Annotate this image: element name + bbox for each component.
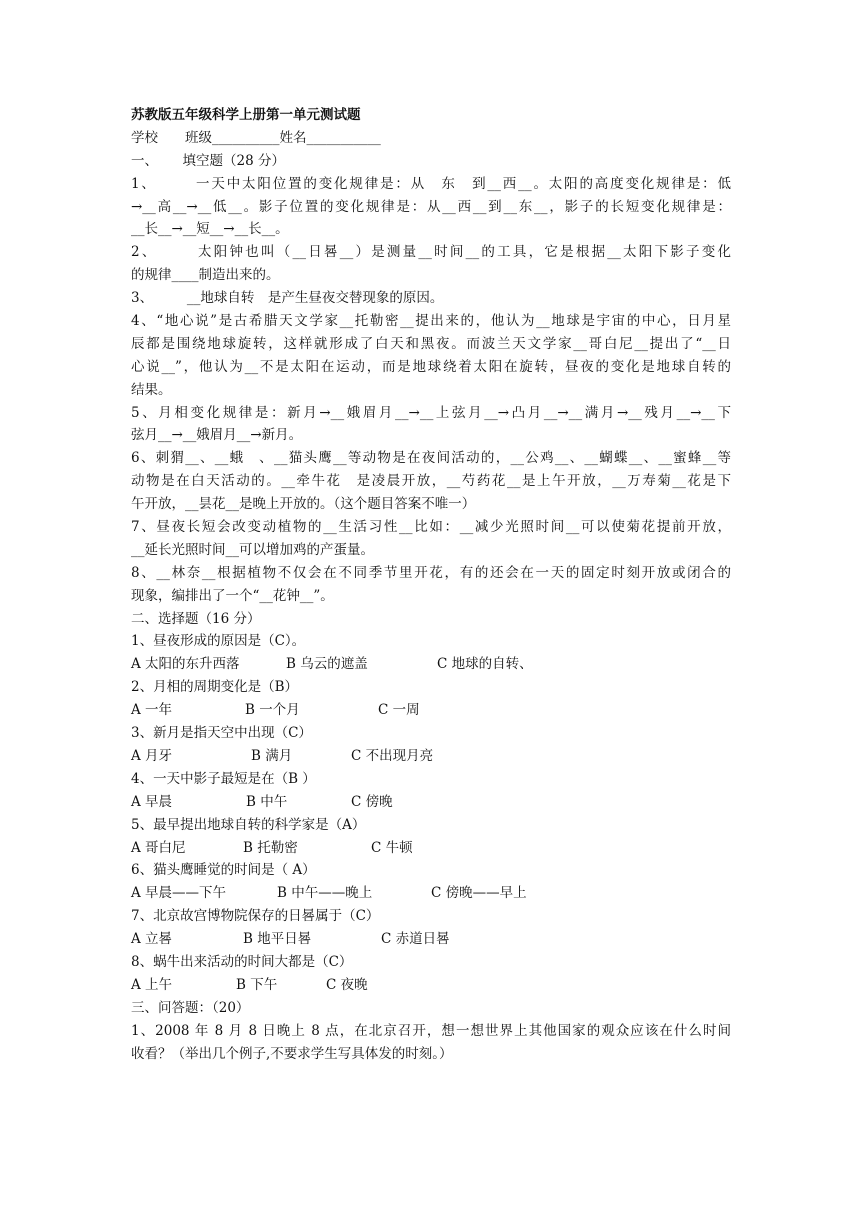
choice-option-c: C 地球的自转、 bbox=[437, 656, 533, 673]
fill-q4-line4: 结果。 bbox=[131, 381, 172, 398]
fill-q4-line2: 辰都是围绕地球旋转，这样就形成了白天和黑夜。而波兰天文学家__哥白尼__提出了“__日 bbox=[131, 335, 731, 352]
choice-question: 6、猫头鹰睡觉的时间是（ A） bbox=[131, 862, 316, 879]
choice-options-row bbox=[131, 653, 731, 676]
fill-q6-line3: 午开放，__昙花__是晚上开放的。（这个题目答案不唯一） bbox=[131, 496, 476, 513]
document-body bbox=[131, 104, 731, 1065]
fill-q4-line3: 心说__”，他认为__不是太阳在运动，而是地球绕着太阳在旋转，昼夜的变化是地球自转的 bbox=[131, 358, 731, 375]
choice-options-row bbox=[131, 882, 731, 905]
choice-option-b: B 托勒密 bbox=[243, 839, 298, 856]
choice-option-b: B 地平日晷 bbox=[243, 931, 312, 948]
choice-option-c: C 夜晚 bbox=[326, 976, 368, 993]
essay-q1-line1: 1、2008 年 8 月 8 日晚上 8 点，在北京召开，想一想世界上其他国家的观众应该在什么时间 bbox=[131, 1022, 731, 1039]
choice-option-b: B 满月 bbox=[251, 747, 293, 764]
choice-option-a: A 月牙 bbox=[131, 747, 173, 764]
fill-q7-line2: __延长光照时间__可以增加鸡的产蛋量。 bbox=[131, 541, 374, 558]
fill-q1-line2: →__高__→__低__。影子位置的变化规律是：从__西__到__东__，影子的长短变化规律是： bbox=[131, 198, 731, 215]
fill-q3-line1: 3、 __地球自转 是产生昼夜交替现象的原因。 bbox=[131, 290, 444, 307]
fill-q6-line1: 6、刺猬__、__蛾 、__猫头鹰__等动物是在夜间活动的，__公鸡__、__蝴蝶__、__蜜蜂__等 bbox=[131, 450, 731, 467]
choice-option-a: A 太阳的东升西落 bbox=[131, 656, 240, 673]
fill-q5-line1: 5、月相变化规律是：新月→__娥眉月__→__上弦月__→凸月__→__满月→__残月__→__下 bbox=[131, 404, 731, 421]
section3-heading: 三、问答题：（20） bbox=[131, 999, 250, 1016]
choice-question: 8、蜗牛出来活动的时间大都是（C） bbox=[131, 953, 353, 970]
fill-q8-line2: 现象，编排出了一个“__花钟__”。 bbox=[131, 587, 334, 604]
fill-q1-line1: 1、 一天中太阳位置的变化规律是：从 东 到__西__。太阳的高度变化规律是：低 bbox=[131, 175, 731, 192]
fill-q6-line2: 动物是在白天活动的。__牵牛花 是凌晨开放，__芍药花__是上午开放，__万寿菊__花是下 bbox=[131, 473, 731, 490]
choice-option-b: B 中午 bbox=[246, 793, 288, 810]
choice-option-c: C 牛顿 bbox=[371, 839, 413, 856]
choice-options-row bbox=[131, 699, 731, 722]
choice-question: 4、一天中影子最短是在（B ） bbox=[131, 770, 316, 787]
fill-q2-line2: 的规律____制造出来的。 bbox=[131, 267, 280, 284]
choice-question: 2、月相的周期变化是（B） bbox=[131, 679, 299, 696]
fill-q2-line1: 2、 太阳钟也叫（__日晷__）是测量__时间__的工具，它是根据__太阳下影子变化 bbox=[131, 244, 731, 261]
choice-option-b: B 下午 bbox=[236, 976, 278, 993]
fill-q4-line1: 4、“地心说”是古希腊天文学家__托勒密__提出来的，他认为__地球是宇宙的中心，日月星 bbox=[131, 313, 731, 330]
choice-option-b: B 中午——晚上 bbox=[277, 885, 373, 902]
choice-option-a: A 哥白尼 bbox=[131, 839, 186, 856]
section2-heading: 二、选择题（16 分） bbox=[131, 610, 261, 627]
choice-options-row bbox=[131, 745, 731, 768]
choice-option-a: A 早晨——下午 bbox=[131, 885, 227, 902]
choice-question: 7、北京故宫博物院保存的日晷属于（C） bbox=[131, 908, 380, 925]
fill-q8-line1: 8、__林奈__根据植物不仅会在不同季节里开花，有的还会在一天的固定时刻开放或闭合的 bbox=[131, 564, 731, 581]
choice-options-row bbox=[131, 974, 731, 997]
fill-q7-line1: 7、昼夜长短会改变动植物的__生活习性__比如：__减少光照时间__可以使菊花提前开放， bbox=[131, 519, 731, 536]
section1-heading: 一、 填空题（28 分） bbox=[131, 152, 286, 169]
choice-question: 1、昼夜形成的原因是（C）。 bbox=[131, 633, 306, 650]
choice-option-c: C 赤道日晷 bbox=[381, 931, 450, 948]
choice-option-a: A 一年 bbox=[131, 702, 173, 719]
choice-question: 5、最早提出地球自转的科学家是（A） bbox=[131, 816, 366, 833]
essay-q1-line2: 收看？（举出几个例子,不要求学生写具体发的时刻。） bbox=[131, 1045, 453, 1062]
choice-option-a: A 上午 bbox=[131, 976, 173, 993]
choice-option-a: A 立晷 bbox=[131, 931, 173, 948]
document-title: 苏教版五年级科学上册第一单元测试题 bbox=[131, 107, 361, 123]
choice-option-c: C 傍晚 bbox=[351, 793, 393, 810]
choice-option-c: C 一周 bbox=[378, 702, 420, 719]
choice-option-b: B 乌云的遮盖 bbox=[286, 656, 368, 673]
fill-q5-line2: 弦月__→__娥眉月__→新月。 bbox=[131, 427, 303, 444]
choice-question: 3、新月是指天空中出现（C） bbox=[131, 725, 312, 742]
choice-option-c: C 不出现月亮 bbox=[351, 747, 434, 764]
choice-options-row bbox=[131, 837, 731, 860]
choice-options-row bbox=[131, 928, 731, 951]
choice-option-b: B 一个月 bbox=[245, 702, 300, 719]
fill-q1-line3: __长__→__短__→__长__。 bbox=[131, 221, 289, 238]
choice-option-a: A 早晨 bbox=[131, 793, 173, 810]
choice-options-row bbox=[131, 791, 731, 814]
student-info-line: 学校 班级__________姓名___________ bbox=[131, 129, 381, 146]
choice-option-c: C 傍晚——早上 bbox=[431, 885, 527, 902]
choice-question-list bbox=[131, 630, 731, 996]
